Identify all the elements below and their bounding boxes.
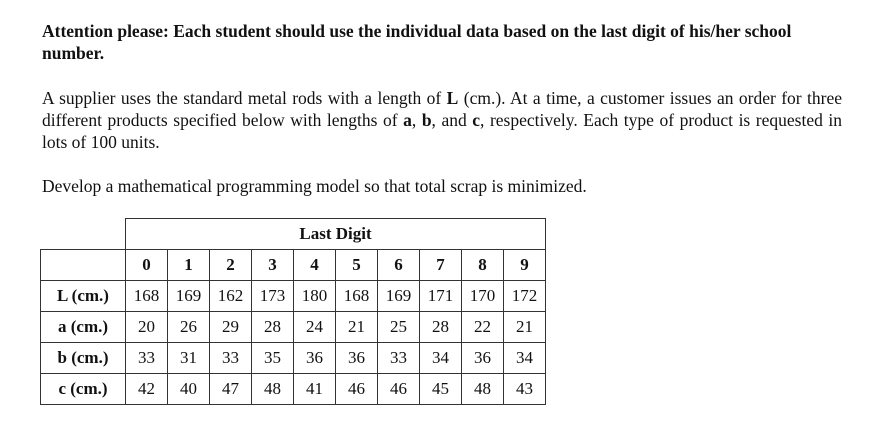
table-row xyxy=(41,343,546,374)
table-row xyxy=(41,374,546,405)
digit-header: 4 xyxy=(294,250,336,281)
table-cell: 168 xyxy=(126,281,168,312)
table-cell: 33 xyxy=(378,343,420,374)
table-row xyxy=(41,312,546,343)
table-cell: 22 xyxy=(462,312,504,343)
table-cell: 28 xyxy=(252,312,294,343)
table-cell: 33 xyxy=(126,343,168,374)
table-cell: 34 xyxy=(504,343,546,374)
digit-header: 2 xyxy=(210,250,252,281)
row-label: L (cm.) xyxy=(41,281,126,312)
table-cell: 33 xyxy=(210,343,252,374)
table-cell: 31 xyxy=(168,343,210,374)
table-cell: 25 xyxy=(378,312,420,343)
problem-text-2: (cm.). At a time, a customer issues an order for three different products specified below with lengths of xyxy=(42,88,843,130)
digit-header: 3 xyxy=(252,250,294,281)
table-cell: 21 xyxy=(504,312,546,343)
problem-text-1: A supplier uses the standard metal rods with a length of xyxy=(42,88,447,108)
row-label: b (cm.) xyxy=(41,343,126,374)
table-cell: 26 xyxy=(168,312,210,343)
var-L: L xyxy=(446,88,459,108)
table-cell: 36 xyxy=(294,343,336,374)
data-table xyxy=(40,218,546,405)
row-label: a (cm.) xyxy=(41,312,126,343)
table-cell: 171 xyxy=(420,281,462,312)
table-cell: 169 xyxy=(168,281,210,312)
table-cell: 169 xyxy=(378,281,420,312)
table-cell: 40 xyxy=(168,374,210,405)
table-cell: 46 xyxy=(336,374,378,405)
task-statement: Develop a mathematical programming model so that total scrap is minimized. xyxy=(42,176,587,196)
table-cell: 47 xyxy=(210,374,252,405)
problem-text-4: , and xyxy=(431,110,473,130)
table-cell: 45 xyxy=(420,374,462,405)
problem-statement xyxy=(42,87,842,153)
table-cell: 170 xyxy=(462,281,504,312)
table-title: Last Digit xyxy=(126,219,546,250)
table-cell: 42 xyxy=(126,374,168,405)
table-cell: 46 xyxy=(378,374,420,405)
digit-header: 1 xyxy=(168,250,210,281)
table-cell: 162 xyxy=(210,281,252,312)
table-row xyxy=(41,281,546,312)
table-title-row xyxy=(41,219,546,250)
row-label: c (cm.) xyxy=(41,374,126,405)
digit-header: 6 xyxy=(378,250,420,281)
table-corner-cell xyxy=(41,219,126,250)
attention-note: Attention please: Each student should use the individual data based on the last digit of his/her school number. xyxy=(42,21,792,63)
digit-header-blank xyxy=(41,250,126,281)
digit-header: 7 xyxy=(420,250,462,281)
table-cell: 41 xyxy=(294,374,336,405)
table-cell: 24 xyxy=(294,312,336,343)
table-cell: 35 xyxy=(252,343,294,374)
table-cell: 21 xyxy=(336,312,378,343)
var-b: b xyxy=(421,110,432,130)
problem-text-3: , xyxy=(411,110,422,130)
digit-header: 9 xyxy=(504,250,546,281)
digit-header: 0 xyxy=(126,250,168,281)
var-c: c xyxy=(472,110,481,130)
table-cell: 168 xyxy=(336,281,378,312)
var-a: a xyxy=(403,110,412,130)
problem-text-5: , respectively. Each type of product is requested in lots of 100 units. xyxy=(42,110,842,152)
digit-header: 8 xyxy=(462,250,504,281)
table-cell: 28 xyxy=(420,312,462,343)
table-cell: 43 xyxy=(504,374,546,405)
table-cell: 172 xyxy=(504,281,546,312)
table-cell: 29 xyxy=(210,312,252,343)
table-cell: 173 xyxy=(252,281,294,312)
table-cell: 180 xyxy=(294,281,336,312)
table-cell: 36 xyxy=(336,343,378,374)
table-cell: 48 xyxy=(252,374,294,405)
table-cell: 36 xyxy=(462,343,504,374)
table-cell: 34 xyxy=(420,343,462,374)
table-cell: 48 xyxy=(462,374,504,405)
digit-header-row xyxy=(41,250,546,281)
table-cell: 20 xyxy=(126,312,168,343)
digit-header: 5 xyxy=(336,250,378,281)
